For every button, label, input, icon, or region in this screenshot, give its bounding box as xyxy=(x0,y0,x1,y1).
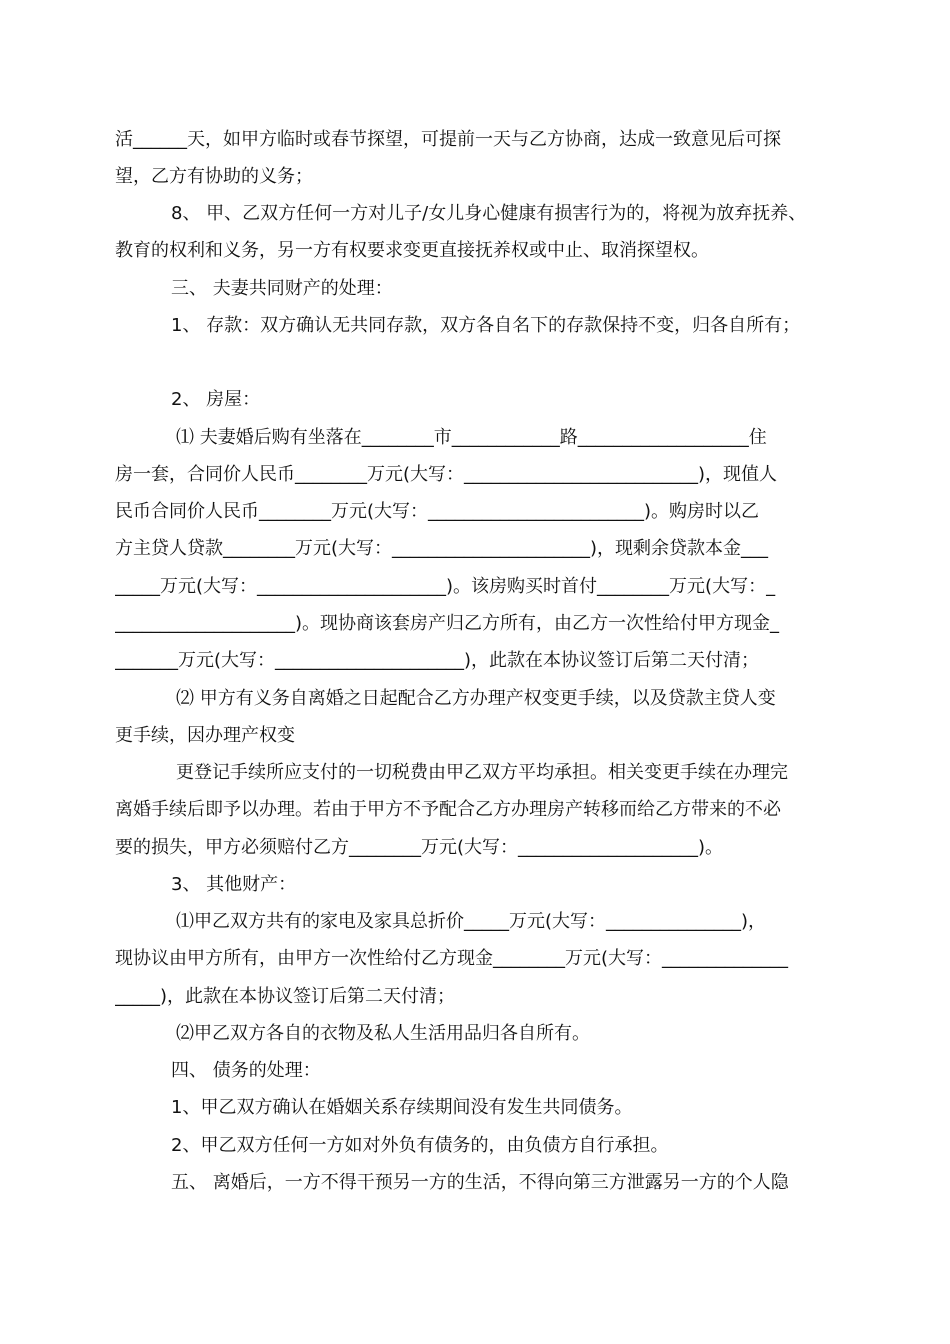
text-line: _____万元(大写：_____________________)。该房购买时首付________万元(大写：_ xyxy=(115,576,776,597)
text-line: ⑵ 甲方有义务自离婚之日起配合乙方办理产权变更手续，以及贷款主贷人变 xyxy=(176,688,776,709)
text-line: 方主贷人贷款________万元(大写：______________________)，现剩余贷款本金___ xyxy=(115,538,769,559)
section-heading: 三、 夫妻共同财产的处理： xyxy=(171,278,393,299)
text-line: 更手续，因办理产权变 xyxy=(115,725,295,746)
text-line: 离婚手续后即予以办理。若由于甲方不予配合乙方办理房产转移而给乙方带来的不必 xyxy=(115,799,781,820)
subsection-heading: 2、 房屋： xyxy=(171,389,261,410)
text-line: 1、 存款：双方确认无共同存款，双方各自名下的存款保持不变，归各自所有； xyxy=(171,315,801,336)
section-heading: 五、 离婚后，一方不得干预另一方的生活，不得向第三方泄露另一方的个人隐 xyxy=(171,1172,789,1193)
text-line: ⑵甲乙双方各自的衣物及私人生活用品归各自所有。 xyxy=(176,1023,590,1044)
text-line: 要的损失，甲方必须赔付乙方________万元(大写：____________________)。 xyxy=(115,837,724,858)
text-line: ⑴甲乙双方共有的家电及家具总折价_____万元(大写：_______________)， xyxy=(176,911,767,932)
text-line: 活______天，如甲方临时或春节探望，可提前一天与乙方协商，达成一致意见后可探 xyxy=(115,129,781,150)
text-line: 房一套，合同价人民币________万元(大写：__________________________)，现值人 xyxy=(115,464,778,485)
text-line: 8、 甲、乙双方任何一方对儿子/女儿身心健康有损害行为的，将视为放弃抚养、 xyxy=(171,203,807,224)
text-line: 1、甲乙双方确认在婚姻关系存续期间没有发生共同债务。 xyxy=(171,1097,633,1118)
text-line: 教育的权利和义务，另一方有权要求变更直接抚养权或中止、取消探望权。 xyxy=(115,240,709,261)
section-heading: 四、 债务的处理： xyxy=(171,1060,321,1081)
text-line: 更登记手续所应支付的一切税费由甲乙双方平均承担。相关变更手续在办理完 xyxy=(176,762,788,783)
text-line: _____)，此款在本协议签订后第二天付清； xyxy=(115,986,456,1007)
text-line: 现协议由甲方所有，由甲方一次性给付乙方现金________万元(大写：______________ xyxy=(115,948,789,969)
text-line: _______万元(大写：_____________________)，此款在本协议签订后第二天付清； xyxy=(115,650,760,671)
text-line: ____________________)。现协商该套房产归乙方所有，由乙方一次性给付甲方现金_ xyxy=(115,613,780,634)
subsection-heading: 3、 其他财产： xyxy=(171,874,297,895)
text-line: 2、甲乙双方任何一方如对外负有债务的，由负债方自行承担。 xyxy=(171,1135,669,1156)
text-line: 望，乙方有协助的义务； xyxy=(115,166,313,187)
text-line: 民币合同价人民币________万元(大写：________________________)。购房时以乙 xyxy=(115,501,760,522)
text-line: ⑴ 夫妻婚后购有坐落在________市____________路___________________住 xyxy=(176,427,767,448)
